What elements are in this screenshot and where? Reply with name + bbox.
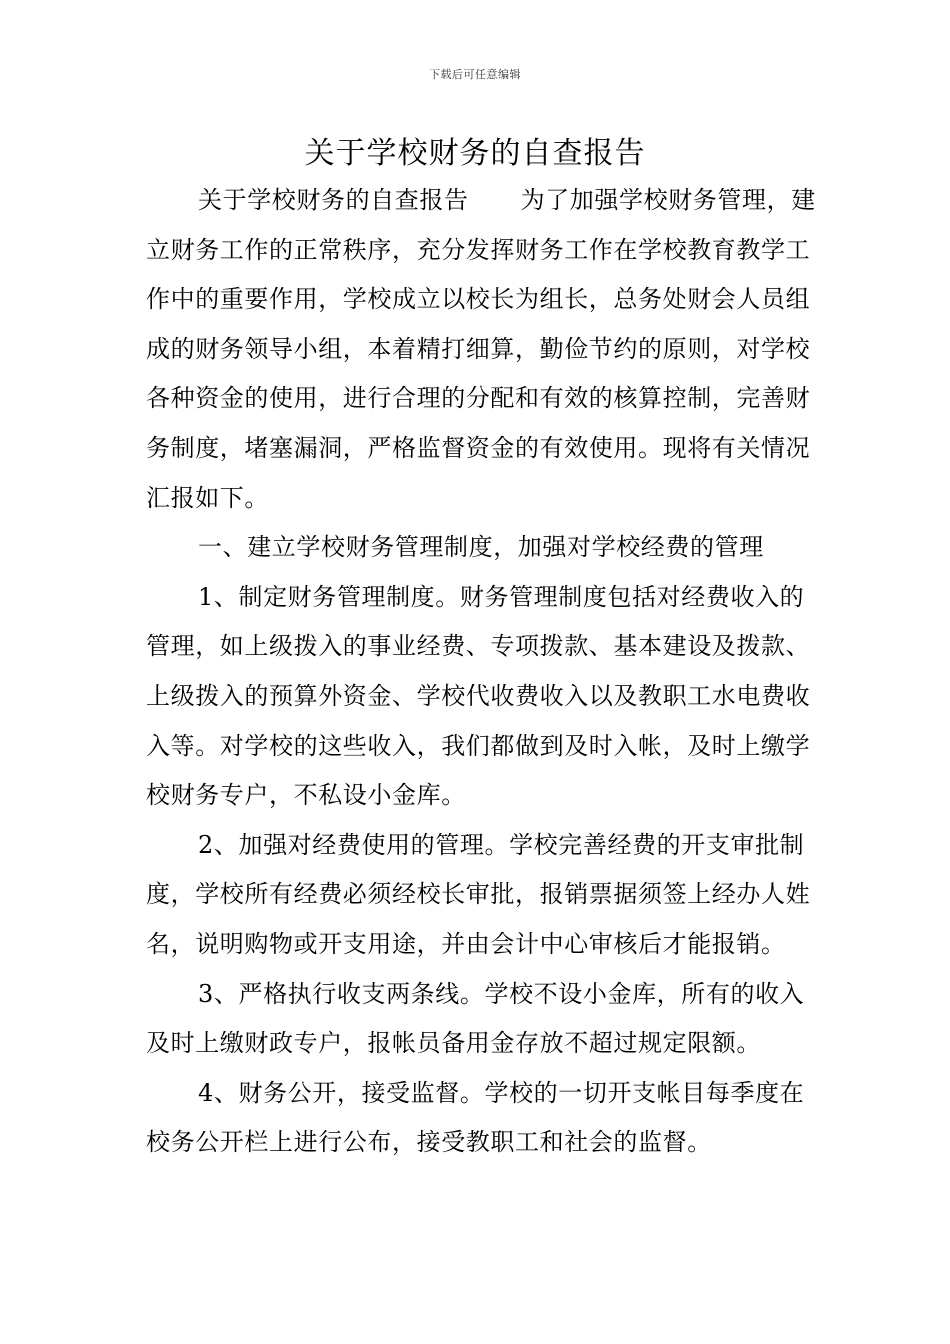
section-heading: 一、建立学校财务管理制度，加强对学校经费的管理 (198, 533, 764, 562)
intro-text: 为了加强学校财务管理，建立财务工作的正常秩序，充分发挥财务工作在学校教育教学工作中的重要作用，学校成立以校长为组长，总务处财会人员组成的财务领导小组，本着精打细算，勤俭节约的原则，对学校各种资金的使用，进行合理的分配和有效的核算控制，完善财务制度，堵塞漏洞，严格监督资金的有效使用。现将有关情况汇报如下。 (146, 186, 816, 512)
intro-lead: 关于学校财务的自查报告 (198, 186, 469, 214)
item-paragraph-4: 4、财务公开，接受监督。学校的一切开支帐目每季度在校务公开栏上进行公布，接受教职工和社会的监督。 (146, 1078, 805, 1157)
document-body (146, 176, 816, 1168)
intro-paragraph (146, 176, 816, 523)
item-paragraph-3: 3、严格执行收支两条线。学校不设小金库，所有的收入及时上缴财政专户，报帐员备用金存放不超过规定限额。 (146, 979, 805, 1058)
item-paragraph-1: 1、制定财务管理制度。财务管理制度包括对经费收入的管理，如上级拨入的事业经费、专项拨款、基本建设及拨款、上级拨入的预算外资金、学校代收费收入以及教职工水电费收入等。对学校的这些收入，我们都做到及时入帐，及时上缴学校财务专户，不私设小金库。 (146, 582, 811, 810)
header-note: 下载后可任意编辑 (429, 68, 521, 81)
document-title: 关于学校财务的自查报告 (304, 136, 646, 171)
item-paragraph-2: 2、加强对经费使用的管理。学校完善经费的开支审批制度，学校所有经费必须经校长审批，报销票据须签上经办人姓名，说明购物或开支用途，并由会计中心审核后才能报销。 (146, 830, 811, 958)
